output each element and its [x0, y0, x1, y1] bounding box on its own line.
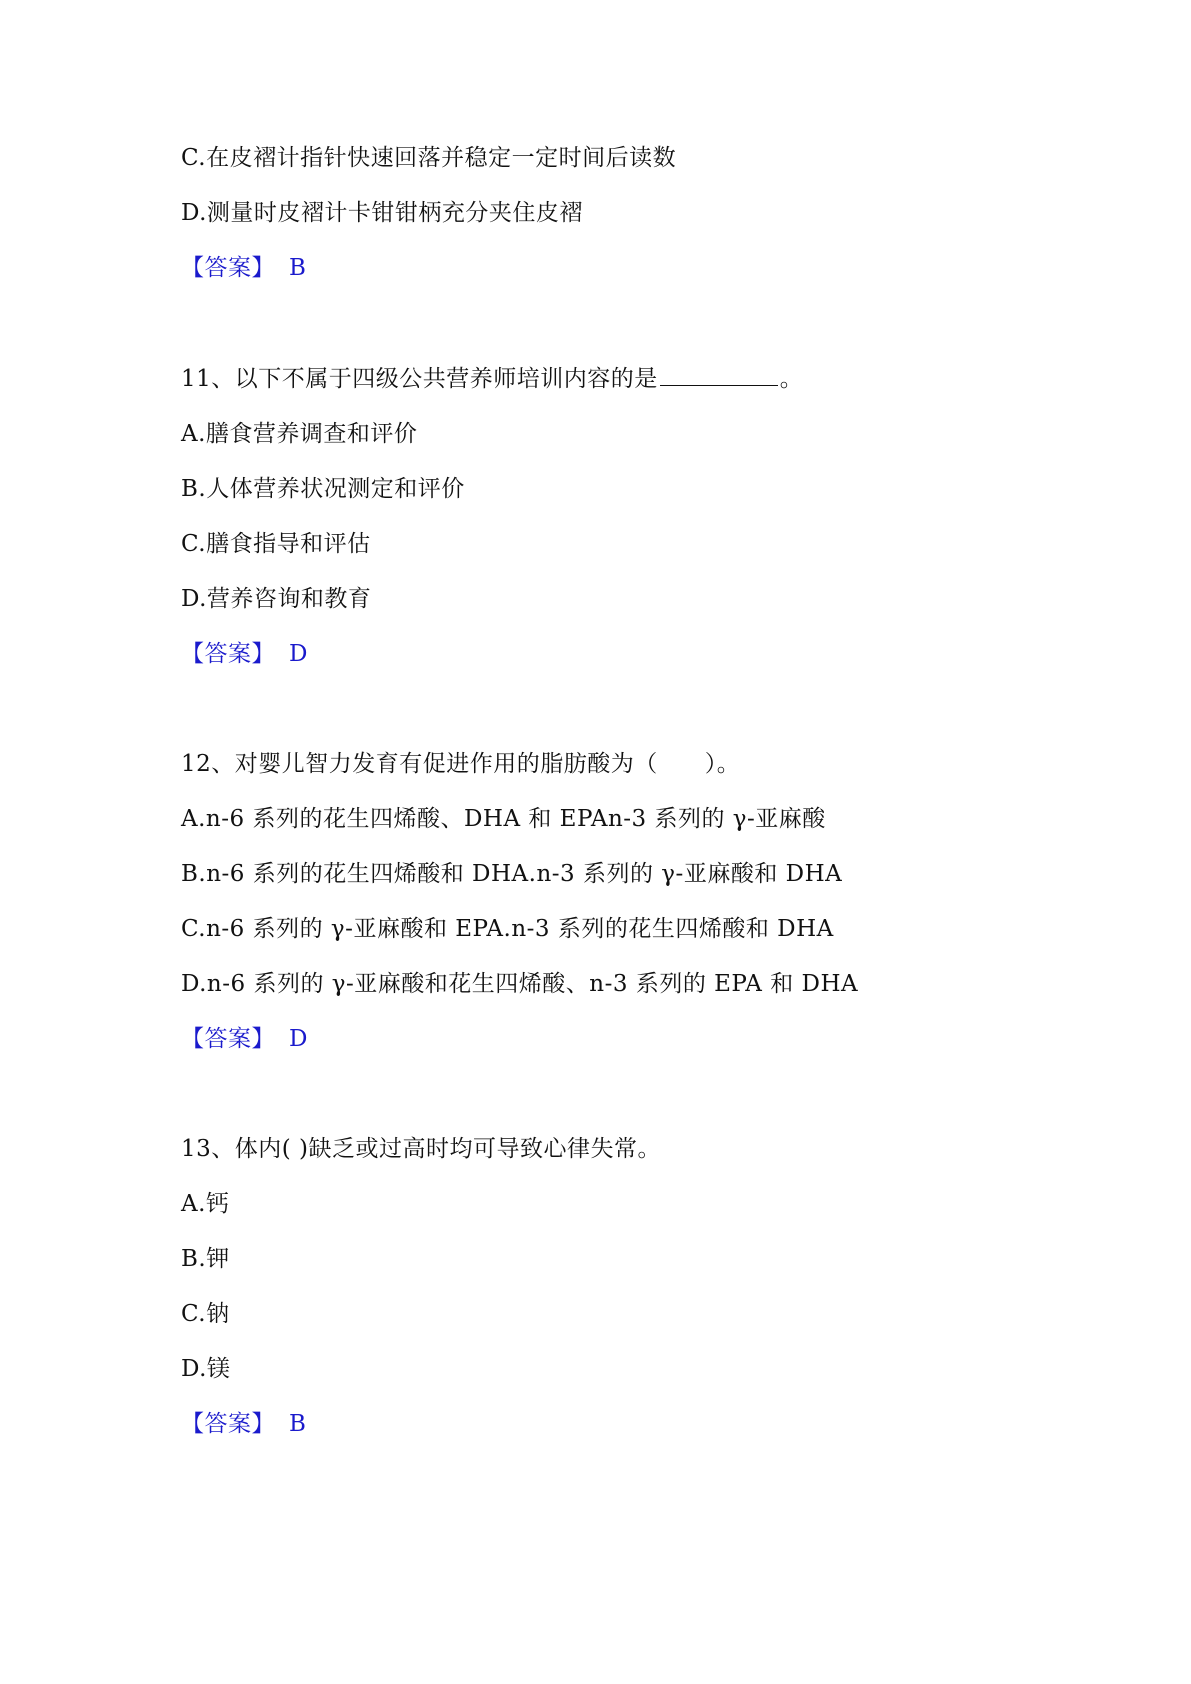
- q13-option-b: B.钾: [181, 1246, 230, 1272]
- answer-value: D: [289, 641, 308, 667]
- q12-option-c: C.n-6 系列的 γ-亚麻酸和 EPA.n-3 系列的花生四烯酸和 DHA: [181, 916, 834, 942]
- q13-answer: [181, 1409, 306, 1439]
- q13-option-a: A.钙: [181, 1191, 230, 1217]
- q13-option-c: C.钠: [181, 1301, 230, 1327]
- q11-option-b: B.人体营养状况测定和评价: [181, 476, 465, 502]
- prev-option-d: D.测量时皮褶计卡钳钳柄充分夹住皮褶: [181, 200, 583, 226]
- fill-blank: [660, 365, 778, 386]
- prev-option-c: C.在皮褶计指针快速回落并稳定一定时间后读数: [181, 145, 677, 171]
- answer-label: 【答案】: [181, 1026, 275, 1052]
- q12-answer: [181, 1024, 308, 1054]
- answer-value: B: [289, 1411, 307, 1437]
- q11-option-d: D.营养咨询和教育: [181, 586, 372, 612]
- answer-label: 【答案】: [181, 641, 275, 667]
- q12-stem: 12、对婴儿智力发育有促进作用的脂肪酸为（ ）。: [181, 751, 741, 777]
- answer-label: 【答案】: [181, 255, 275, 281]
- answer-label: 【答案】: [181, 1411, 275, 1437]
- q11-option-a: A.膳食营养调查和评价: [181, 421, 418, 447]
- q11-stem: [181, 364, 803, 394]
- q12-option-a: A.n-6 系列的花生四烯酸、DHA 和 EPAn-3 系列的 γ-亚麻酸: [181, 806, 826, 832]
- q12-option-b: B.n-6 系列的花生四烯酸和 DHA.n-3 系列的 γ-亚麻酸和 DHA: [181, 861, 843, 887]
- q11-stem-text: 11、以下不属于四级公共营养师培训内容的是: [181, 366, 658, 392]
- answer-value: B: [289, 255, 307, 281]
- q13-option-d: D.镁: [181, 1356, 231, 1382]
- q13-stem: 13、体内( )缺乏或过高时均可导致心律失常。: [181, 1136, 662, 1162]
- q12-option-d: D.n-6 系列的 γ-亚麻酸和花生四烯酸、n-3 系列的 EPA 和 DHA: [181, 971, 859, 997]
- q11-answer: [181, 639, 308, 669]
- q11-option-c: C.膳食指导和评估: [181, 531, 371, 557]
- prev-answer: [181, 253, 306, 283]
- answer-value: D: [289, 1026, 308, 1052]
- q11-stem-end: 。: [779, 366, 804, 392]
